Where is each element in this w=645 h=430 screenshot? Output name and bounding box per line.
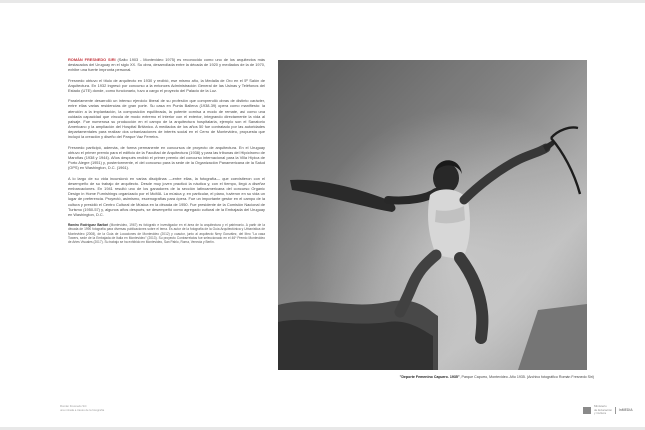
caption-details: , Parque Capurro, Montevideo. Año 1935. (Archivo fotográfico Román Fresnedo Siri) bbox=[459, 375, 594, 379]
photographer-bio: (Montevideo, 1967) es fotógrafo e investigador en el área de la arquitectura y el patrimonio. A partir de la década de 1990 fotografía para diversas publicaciones sobre el tema. Es autor de la fotografía de la Guía Arquitectónica y Urbanística de Montevideo (2008), de la Guía de Locaciones de Montevideo (2012) y coautor, junto al arquitecto Nery González, del libro "La casa Towers, sede de la Embajada de Italia en Montevideo" (2013). Su proyecto Contrarrelatos fue seleccionado en el 46º Premio Montevideo de Artes Visuales (2017). Su trabajo se ha exhibido en Montevideo, San Pablo, Roma, Venecia y Berlín. bbox=[68, 222, 265, 245]
paragraph-2: Fresnedo obtuvo el título de arquitecto en 1930 y recibió, ese mismo año, la Medalla de Oro en el 5º Salón de Arquitectura. En 1932 ingresó por concurso a la entonces Administración General de las Usinas y Teléfonos del Estado (UTE) donde, como funcionario, tuvo a cargo el proyecto del Palacio de la Luz. bbox=[68, 77, 265, 93]
paragraph-4: Fresnedo participó, además, de forma permanente en concursos de proyecto de arquitectura. En el Uruguay obtuvo el primer premio para el edificio de la Facultad de Arquitectura (1938) y para las tribunas del Hipódromo de Maroñas (1938 y 1944). Años después recibió el primer premio del concurso internacional para la Villa Hípica de Porto Alegre (1951) y, posteriormente, el del concurso para la sede de la Organización Panamericana de la Salud (OPS) en Washington, D.C. (1961). bbox=[68, 144, 265, 171]
ministry-logo-text: Ministerio de Educación y Cultura bbox=[594, 404, 613, 415]
archival-photograph bbox=[278, 60, 587, 370]
article-text-column bbox=[68, 57, 265, 244]
footer-publication bbox=[60, 405, 104, 412]
caption-title: "Deporte Femenino Capurro. 1935" bbox=[399, 375, 460, 379]
ministry-logo-icon bbox=[583, 407, 591, 414]
footer-subtitle: una mirada a través de la fotografía bbox=[60, 407, 105, 412]
brand-logo: InMEDIA bbox=[618, 408, 633, 413]
intro-paragraph bbox=[68, 57, 265, 72]
footer-title: Román Fresnedo Siri bbox=[60, 404, 87, 408]
author-name: ROMÁN FRESNEDO SIRI bbox=[68, 57, 116, 62]
logo-divider bbox=[615, 407, 616, 414]
photographer-credit bbox=[68, 223, 265, 244]
paragraph-3: Paralelamente desarrolló un intenso ejercicio liberal de su profesión que comprendió obras de distinto carácter, entre ellas varias residencias de gran porte. Su casa en Punta Ballena (1938-39) opera como manifiesto: la atención a la implantación, la composición equilibrada, la potente cornisa a modo de remate, así como una cuidada capacidad que vincula de modo extremo el interior con el exterior, integrando directamente la vida al paisaje. Fue numerosa su producción en el campo de la arquitectura hospitalaria, ejemplo son el Sanatorio Americano y la ampliación del Hospital Británico. A mediados de los años 50 fue contratado por las autoridades departamentales para realizar dos urbanizaciones de interés social en el Cerro de Montevideo, propuesta que incluyó la creación y diseño del Parque Vaz Ferreira. bbox=[68, 98, 265, 140]
page-top-edge bbox=[0, 0, 645, 3]
photographer-name: Ramiro Rodríguez Barilari bbox=[68, 222, 109, 227]
paragraph-5: A lo largo de su vida incursionó en varias disciplinas —entre ellas, la fotografía— que coexistieron con el desempeño de su trabajo de arquitecto. Desde muy joven practicó la náutica y, con el tiempo, llegó a diseñar embarcaciones. En 1941 resultó uno de los ganadores de la sección latinoamericana del concurso Organic Design in Home Furnishings organizado por el MoMA. La música y, en particular, el piano, tuvieron en su vida un lugar de preferencia. Proyectó, asimismo, escenografías para ópera. Fue un importante gestor en el campo de la cultura y presidió el Centro Cultural de Música en la década de 1950. Fue presidente de la Comisión Nacional de Turismo (1950-57) y, algunos años después, se desempeñó como agregado cultural de la Embajada del Uruguay en Washington, D.C. bbox=[68, 175, 265, 217]
intro-text: (Salto 1903 - Montevideo 1975) es reconocido como uno de los arquitectos más destacados del Uruguay en el siglo XX. Su obra, desarrollada entre la década de 1920 y mediados de la de 1970, exhibe una fuerte impronta personal. bbox=[68, 57, 266, 73]
photo-illustration bbox=[278, 60, 587, 370]
photo-caption bbox=[364, 375, 594, 379]
footer-logos bbox=[583, 405, 633, 416]
